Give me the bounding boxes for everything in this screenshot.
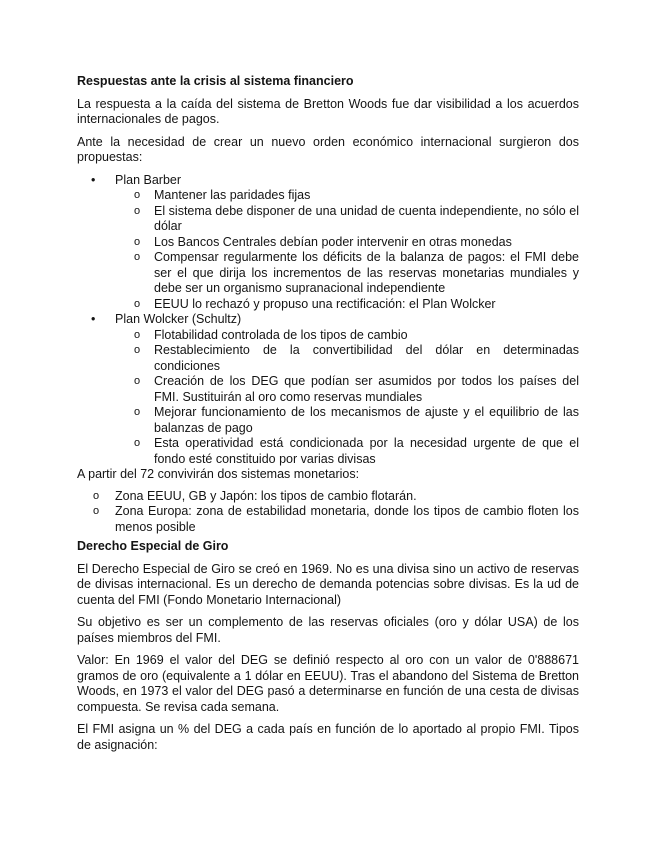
circle-bullet-icon: o [134,235,141,248]
paragraph: El Derecho Especial de Giro se creó en 1969. No es una divisa sino un activo de reservas de divisas internacional. Es un derecho de demanda potencias sobre divisas. Es la ud de cuenta del FMI (Fondo Monetario Internacional) [77,561,579,607]
bullet-icon: • [91,172,96,187]
sublist [77,328,579,468]
circle-bullet-icon: o [134,344,141,356]
sublist [77,188,579,312]
paragraph: El FMI asigna un % del DEG a cada país en función de lo aportado al propio FMI. Tipos de asignación: [77,722,579,752]
list-item-plan-barber [77,173,579,313]
list-item: o Mejorar funcionamiento de los mecanismos de ajuste y el equilibrio de las balanzas de pago [134,405,579,435]
paragraph: Valor: En 1969 el valor del DEG se definió respecto al oro con un valor de 0'888671 gramos de oro (equivalente a 1 dólar en EEUU). Tras el abandono del Sistema de Bretton Woods, en 1973 el valor del DEG pasó a determinarse en función de una cesta de divisas compuesta. Se revisa cada semana. [77,653,579,714]
circle-bullet-icon: o [134,189,141,201]
list-item: o El sistema debe disponer de una unidad de cuenta independiente, no sólo el dólar [134,203,579,233]
circle-bullet-icon: o [134,204,141,217]
section-heading-deg: Derecho Especial de Giro [77,539,229,553]
zones-list [77,489,579,536]
plan-title: Plan Barber [115,172,182,187]
list-item: o Creación de los DEG que podían ser asumidos por todos los países del FMI. Sustituirán al oro como reservas mundiales [134,374,579,404]
list-item: o Flotabilidad controlada de los tipos de cambio [134,327,408,342]
list-item: o Esta operatividad está condicionada por la necesidad urgente de que el fondo esté constituido por varias divisas [134,436,579,466]
list-item-plan-wolcker [77,312,579,467]
list-item: o Mantener las paridades fijas [134,188,311,202]
circle-bullet-icon: o [134,297,141,310]
circle-bullet-icon: o [134,406,141,418]
circle-bullet-icon: o [134,437,141,449]
section-heading-crisis: Respuestas ante la crisis al sistema financiero [77,74,354,88]
list-item: o Zona EEUU, GB y Japón: los tipos de cambio flotarán. [93,488,417,503]
circle-bullet-icon: o [134,328,141,341]
paragraph: Ante la necesidad de crear un nuevo orden económico internacional surgieron dos propuestas: [77,134,579,164]
bullet-icon: • [91,312,96,326]
circle-bullet-icon: o [134,251,141,263]
paragraph: La respuesta a la caída del sistema de Bretton Woods fue dar visibilidad a los acuerdos internacionales de pagos. [77,96,579,126]
paragraph: Su objetivo es ser un complemento de las reservas oficiales (oro y dólar USA) de los países miembros del FMI. [77,615,579,645]
list-item: o Compensar regularmente los déficits de la balanza de pagos: el FMI debe ser el que dirija los incrementos de las reservas monetarias mundiales y debe ser un organismo supranacional independiente [134,250,579,295]
paragraph: A partir del 72 convivirán dos sistemas monetarios: [77,467,360,481]
list-item: o EEUU lo rechazó y propuso una rectificación: el Plan Wolcker [134,296,496,311]
circle-bullet-icon: o [134,375,141,387]
document-page [77,74,579,760]
list-item: o Los Bancos Centrales debían poder intervenir en otras monedas [134,234,512,249]
circle-bullet-icon: o [93,489,100,502]
circle-bullet-icon: o [93,505,100,517]
plans-list [77,173,579,468]
list-item: o Zona Europa: zona de estabilidad monetaria, donde los tipos de cambio floten los menos posible [93,504,579,534]
list-item: o Restablecimiento de la convertibilidad del dólar en determinadas condiciones [134,343,579,373]
plan-title: Plan Wolcker (Schultz) [115,312,242,326]
